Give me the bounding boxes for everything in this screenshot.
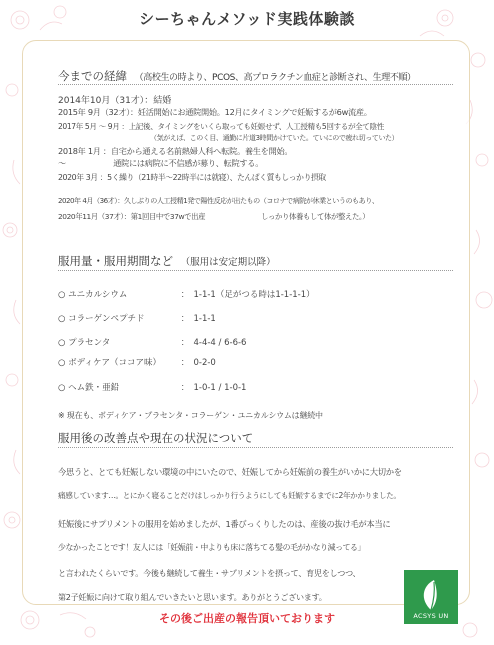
after-line: 妊娠後にサプリメントの服用を始めましたが、1番びっくりしたのは、産後の抜け毛が本当に [58,519,391,529]
dosage-item-name: プラセンタ [68,338,111,348]
history-line: 2018年 1月 ：自宅から通える名前熱婦人科へ転院。養生を開始。 [58,146,293,156]
history-line: 2020年 3月 ：5く繰り（21時半〜22時半には就寝）、たんぱく質もしっかり摂取 [58,173,326,182]
history-line: 2015年 9月（32才）：妊活開始にお通院開始。12月にタイミングで妊娠するが6w流産。 [58,107,372,117]
dosage-item: ○ プラセンタ ： 4-4-4 / 6-6-6 [58,338,247,348]
after-line: 第2子妊娠に向けて取り組んでいきたいと思います。ありがとうございます。 [58,592,327,602]
dosage-item: ○ ボディケア（ココア味） ： 0-2-0 [58,358,216,368]
after-line: 少なかったことです！友人には「妊娠前・中よりも床に落ちてる髪の毛がかなり減ってる」 [58,543,366,552]
history-line: 2020年 4月（36才）：久しぶりの人工授精1発で陽性反応が出たもの（コロナで病院が休業というのもあり、 [58,196,379,205]
dosage-heading-text: 服用量・服用期間など [58,254,173,268]
logo-text: ACSYS UN [413,612,449,620]
history-heading-note: （高校生の時より、PCOS、高プロラクチン血症と診断され、生理不順） [134,73,416,83]
after-heading: 服用後の改善点や現在の状況について [58,431,254,445]
dosage-item: ○ コラーゲンペプチド ： 1-1-1 [58,314,216,324]
page-title: シーちゃんメソッド実践体験談 [139,10,355,28]
dosage-item-value: 1-1-1 [193,314,216,324]
dosage-item: ○ ユニカルシウム ： 1-1-1（足がつる時は1-1-1-1） [58,290,315,300]
dosage-item-value: 1-1-1（足がつる時は1-1-1-1） [193,290,315,300]
history-line: 2017年 5月 〜 9月 ：上記後、タイミングをいくら取っても妊娠せず、人工授精も5回するが全て陰性 [58,122,384,131]
history-heading [58,68,416,84]
after-line: 今思うと、とても妊娠しない環境の中にいたので、妊娠してから妊娠前の養生がいかに大切かを [58,467,402,477]
dosage-item-value: 0-2-0 [193,358,216,368]
dosage-item-value: 1-0-1 / 1-0-1 [193,383,247,393]
history-heading-text: 今までの経緯 [58,69,127,83]
after-line: と言われたくらいです。今後も継続して養生・サプリメントを摂って、育児をしつつ、 [58,568,361,578]
dosage-heading [58,253,276,269]
history-line: （気がえば、このく目、通勤に片道3時間かけていた。ていにので疲れ切っていた） [150,134,399,142]
dosage-item-value: 4-4-4 / 6-6-6 [193,338,247,348]
dosage-rule [58,270,453,271]
history-line: 2014年10月（31才）：結婚 [58,96,172,106]
dosage-item-name: コラーゲンペプチド [68,314,145,324]
dosage-note: ※ 現在も、ボディケア・プラセンタ・コラーゲン・ユニカルシウムは継続中 [58,411,323,420]
dosage-item: ○ ヘム鉄・亜鉛 ： 1-0-1 / 1-0-1 [58,383,247,393]
dosage-item-name: ボディケア（ココア味） [68,358,161,368]
footer-note: その後ご出産の報告頂いております [159,612,335,625]
dosage-heading-note: （服用は安定期以降） [180,257,276,268]
after-line: 痛感しています…。とにかく寝ることだけはしっかり行うようにしても妊娠するまでに2年かかりました。 [58,491,401,500]
history-rule [58,84,453,85]
dosage-item-name: ヘム鉄・亜鉛 [68,383,120,393]
history-line: 〜 通院には病院に不信感が募り、転院する。 [58,158,264,168]
dosage-item-name: ユニカルシウム [68,290,128,300]
after-rule [58,447,453,448]
history-line: 2020年11月（37才）：第1回目中で37wで出産 しっかり体養もして体が整えた。） [58,212,370,221]
